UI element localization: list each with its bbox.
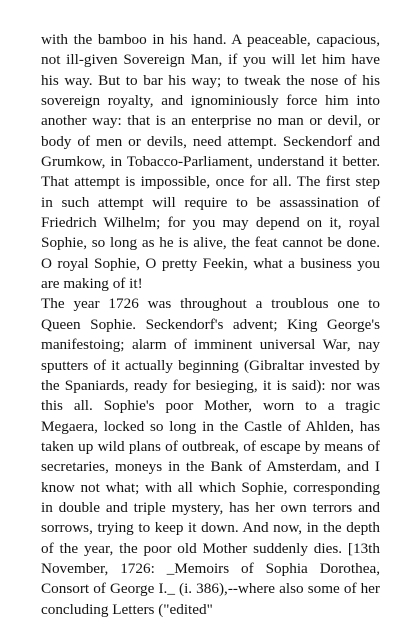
paragraph-2: The year 1726 was throughout a troublous one to Queen Sophie. Seckendorf's advent; King George's manifestoing; alarm of imminent universal War, nay sputters of it actually beginning (Gibraltar invested by the Spaniards, ready for besieging, it is said): nor was this all. Sophie's poor Mother, worn to a tragic Megaera, locked so long in the Castle of Ahlden, has taken up wild plans of outbreak, of escape by means of secretaries, moneys in the Bank of Amsterdam, and I know not what; with all which Sophie, corresponding in double and triple mystery, has her own terrors and sorrows, trying to keep it down. And now, in the depth of the year, the poor old Mother suddenly dies. [13th November, 1726: _Memoirs of Sophia Dorothea, Consort of George I._ (i. 386),--where also some of her concluding Letters ("edited" [41,295,380,618]
paragraph-1: with the bamboo in his hand. A peaceable, capacious, not ill-given Sovereign Man, if you will let him have his way. But to bar his way; to tweak the nose of his sovereign royalty, and ignominiously force him into another way: that is an enterprise no man or devil, or body of men or devils, need attempt. Seckendorf and Grumkow, in Tobacco-Parliament, understand it better. That attempt is impossible, once for all. The first step in such attempt will require to be assassination of Friedrich Wilhelm; for you may depend on it, royal Sophie, so long as he is alive, the feat cannot be done. O royal Sophie, O pretty Feekin, what a business you are making of it! [41,31,380,293]
